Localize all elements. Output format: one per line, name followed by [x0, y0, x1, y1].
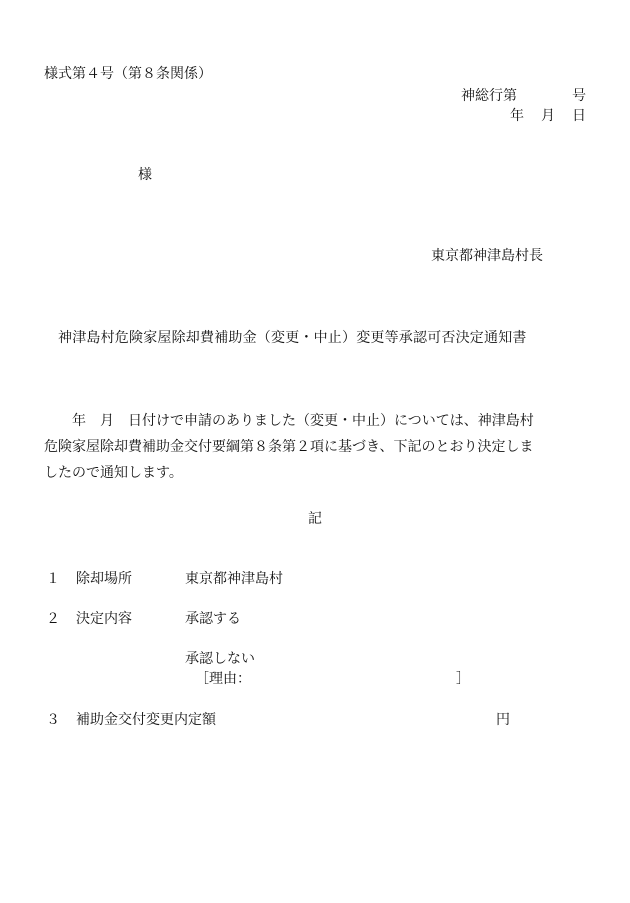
- body-paragraph: [44, 408, 586, 486]
- item-2-label: 決定内容: [76, 611, 132, 627]
- item-2-approve-option: 承認する: [185, 611, 241, 627]
- item-3-number: ３: [46, 712, 60, 728]
- date-year-label: 年: [510, 108, 524, 124]
- item-3-unit: 円: [496, 712, 510, 728]
- item-2-number: ２: [46, 611, 60, 627]
- document-number-suffix: 号: [572, 88, 586, 104]
- recipient-honorific: 様: [138, 167, 152, 183]
- reason-close-bracket: ］: [456, 671, 470, 687]
- body-line-2: 危険家屋除却費補助金交付要綱第８条第２項に基づき、下記のとおり決定しま: [44, 439, 534, 455]
- reason-open-bracket: ［理由：: [195, 671, 251, 687]
- item-3-label: 補助金交付変更内定額: [76, 712, 216, 728]
- ki-heading: 記: [308, 511, 322, 527]
- form-number: 様式第４号（第８条関係）: [44, 66, 212, 82]
- item-1-label: 除却場所: [76, 571, 132, 587]
- item-1-value: 東京都神津島村: [185, 571, 283, 587]
- document-number-prefix: 神総行第: [461, 88, 517, 104]
- item-1-number: １: [46, 571, 60, 587]
- issuer-name: 東京都神津島村長: [431, 248, 543, 264]
- document-title: 神津島村危険家屋除却費補助金（変更・中止）変更等承認可否決定通知書: [58, 330, 527, 346]
- date-day-label: 日: [572, 108, 586, 124]
- body-line-1: 年 月 日付けで申請のありました（変更・中止）については、神津島村: [44, 413, 534, 429]
- item-2-reject-option: 承認しない: [185, 651, 255, 667]
- date-month-label: 月: [541, 108, 555, 124]
- body-line-3: したので通知します。: [44, 465, 183, 481]
